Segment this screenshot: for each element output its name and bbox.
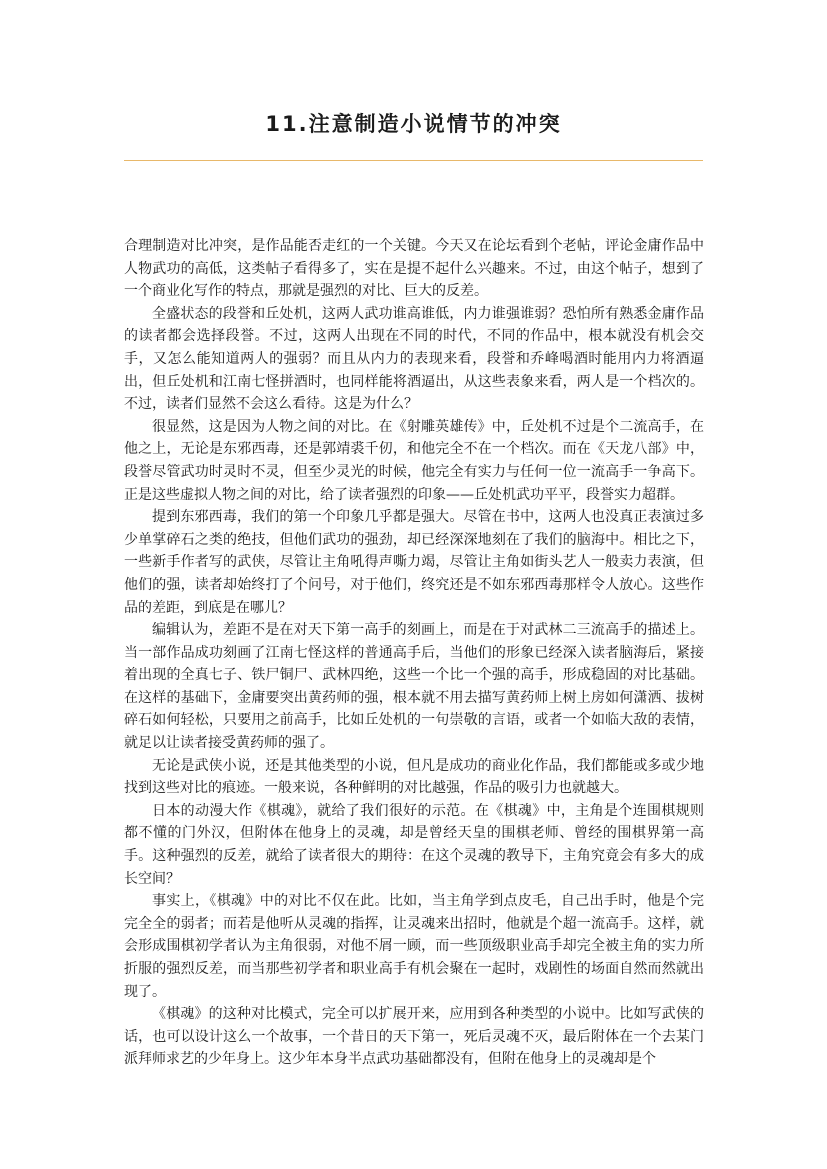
paragraph: 事实上，《棋魂》中的对比不仅在此。比如，当主角学到点皮毛，自己出手时，他是个完完全全的弱者；而若是他听从灵魂的指挥，让灵魂来出招时，他就是个超一流高手。这样，就会形成围棋初学者认为主角很弱，对他不屑一顾，而一些顶级职业高手却完全被主角的实力所折服的强烈反差，而当那些初学者和职业高手有机会聚在一起时，戏剧性的场面自然而然就出现了。 [124,893,704,1000]
paragraph: 全盛状态的段誉和丘处机，这两人武功谁高谁低，内力谁强谁弱？恐怕所有熟悉金庸作品的读者都会选择段誉。不过，这两人出现在不同的时代，不同的作品中，根本就没有机会交手，又怎么能知道两人的强弱？而且从内力的表现来看，段誉和乔峰喝酒时能用内力将酒逼出，但丘处机和江南七怪拼酒时，也同样能将酒逼出，从这些表象来看，两人是一个档次的。不过，读者们显然不会这么看待。这是为什么？ [124,305,704,413]
paragraph: 提到东邪西毒，我们的第一个印象几乎都是强大。尽管在书中，这两人也没真正表演过多少单掌碎石之类的绝技，但他们武功的强劲，却已经深深地刻在了我们的脑海中。相比之下，一些新手作者写的武侠，尽管让主角吼得声嘶力竭，尽管让主角如街头艺人一般卖力表演，但他们的强，读者却始终打了个问号，对于他们，终究还是不如东邪西毒那样令人放心。这些作品的差距，到底是在哪儿？ [124,509,704,616]
article-body [124,235,704,1071]
paragraph: 编辑认为，差距不是在对天下第一高手的刻画上，而是在于对武林二三流高手的描述上。当一部作品成功刻画了江南七怪这样的普通高手后，当他们的形象已经深入读者脑海后，紧接着出现的全真七子、铁尸铜尸、武林四绝，这些一个比一个强的高手，形成稳固的对比基础。在这样的基础下，金庸要突出黄药师的强，根本就不用去描写黄药师上树上房如何潇洒、拔树碎石如何轻松，只要用之前高手，比如丘处机的一句崇敬的言语，或者一个如临大敌的表情，就足以让读者接受黄药师的强了。 [124,622,704,752]
paragraph: 《棋魂》的这种对比模式，完全可以扩展开来，应用到各种类型的小说中。比如写武侠的话，也可以设计这么一个故事，一个昔日的天下第一，死后灵魂不灭，最后附体在一个去某门派拜师求艺的少年身上。这少年本身半点武功基础都没有，但附在他身上的灵魂却是个 [124,1006,704,1068]
paragraph: 无论是武侠小说，还是其他类型的小说，但凡是成功的商业化作品，我们都能或多或少地找到这些对比的痕迹。一般来说，各种鲜明的对比越强，作品的吸引力也就越大。 [124,757,704,797]
paragraph: 很显然，这是因为人物之间的对比。在《射雕英雄传》中，丘处机不过是个二流高手，在他之上，无论是东邪西毒，还是郭靖裘千仞，和他完全不在一个档次。而在《天龙八部》中，段誉尽管武功时灵时不灵，但至少灵光的时候，他完全有实力与任何一位一流高手一争高下。正是这些虚拟人物之间的对比，给了读者强烈的印象——丘处机武功平平，段誉实力超群。 [124,418,704,503]
page-title: 11.注意制造小说情节的冲突 [265,112,562,136]
title-divider [124,160,703,161]
paragraph: 日本的动漫大作《棋魂》，就给了我们很好的示范。在《棋魂》中，主角是个连围棋规则都不懂的门外汉，但附体在他身上的灵魂，却是曾经天皇的围棋老师、曾经的围棋界第一高手。这种强烈的反差，就给了读者很大的期待：在这个灵魂的教导下，主角究竟会有多大的成长空间？ [124,802,704,887]
paragraph: 合理制造对比冲突，是作品能否走红的一个关键。今天又在论坛看到个老帖，评论金庸作品中人物武功的高低，这类帖子看得多了，实在是提不起什么兴趣来。不过，由这个帖子，想到了一个商业化写作的特点，那就是强烈的对比、巨大的反差。 [124,238,704,300]
